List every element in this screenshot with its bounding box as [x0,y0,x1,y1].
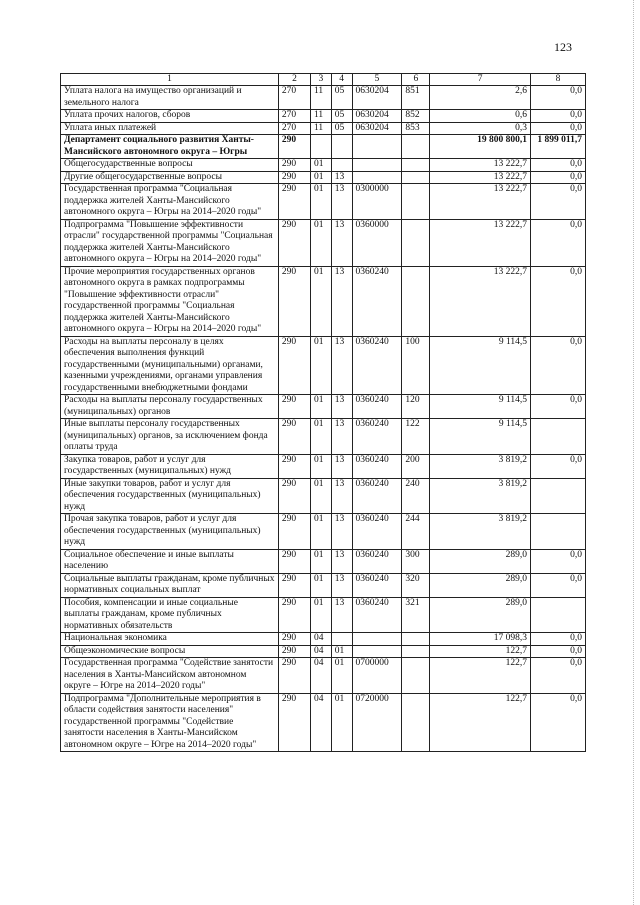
admin-code: 290 [278,658,310,694]
table-row [61,184,586,220]
table-row [61,419,586,455]
admin-code: 290 [278,693,310,752]
target-code: 0360240 [352,573,402,597]
column-number: 7 [430,74,531,86]
column-number: 6 [402,74,430,86]
target-code: 0360240 [352,549,402,573]
expense-type-code: 244 [402,514,430,550]
item-name: Иные выплаты персоналу государственных (муниципальных) органов, за исключением фонда оплаты труда [61,419,279,455]
target-code [352,159,402,172]
item-name: Прочая закупка товаров, работ и услуг для обеспечения государственных (муниципальных) нужд [61,514,279,550]
admin-code: 290 [278,171,310,184]
amount: 9 114,5 [430,395,531,419]
admin-code: 290 [278,219,310,266]
amount-secondary: 0,0 [530,633,585,646]
amount-secondary: 0,0 [530,110,585,123]
amount-secondary: 0,0 [530,171,585,184]
item-name: Расходы на выплаты персоналу государственных (муниципальных) органов [61,395,279,419]
expense-type-code: 853 [402,122,430,135]
admin-code: 290 [278,159,310,172]
section-code: 11 [311,122,332,135]
subsection-code: 13 [331,514,352,550]
section-code: 01 [311,171,332,184]
section-code: 01 [311,395,332,419]
target-code: 0360240 [352,419,402,455]
expense-type-code [402,658,430,694]
subsection-code: 05 [331,122,352,135]
section-code: 01 [311,454,332,478]
section-code: 11 [311,86,332,110]
admin-code: 290 [278,454,310,478]
admin-code: 290 [278,573,310,597]
target-code: 0360240 [352,514,402,550]
expense-type-code: 852 [402,110,430,123]
item-name: Департамент социального развития Ханты-Мансийского автономного округа – Югры [61,135,279,159]
item-name: Закупка товаров, работ и услуг для государственных (муниципальных) нужд [61,454,279,478]
subsection-code: 01 [331,645,352,658]
amount-secondary: 0,0 [530,693,585,752]
subsection-code: 01 [331,693,352,752]
amount-secondary [530,514,585,550]
item-name: Государственная программа "Социальная поддержка жителей Ханты-Мансийского автономного округа – Югры на 2014–2020 годы" [61,184,279,220]
section-code: 01 [311,514,332,550]
item-name: Социальные выплаты гражданам, кроме публичных нормативных социальных выплат [61,573,279,597]
admin-code: 290 [278,266,310,336]
amount: 0,6 [430,110,531,123]
subsection-code: 13 [331,573,352,597]
subsection-code [331,135,352,159]
amount-secondary: 1 899 011,7 [530,135,585,159]
section-code: 04 [311,658,332,694]
table-row [61,219,586,266]
expense-type-code: 300 [402,549,430,573]
expense-type-code: 200 [402,454,430,478]
amount-secondary: 0,0 [530,549,585,573]
target-code: 0720000 [352,693,402,752]
expense-type-code: 851 [402,86,430,110]
amount-secondary [530,478,585,514]
table-row [61,645,586,658]
subsection-code: 13 [331,549,352,573]
target-code: 0360240 [352,597,402,633]
expense-type-code [402,135,430,159]
amount-secondary [530,597,585,633]
admin-code: 290 [278,478,310,514]
subsection-code: 05 [331,86,352,110]
target-code: 0360240 [352,266,402,336]
table-row [61,693,586,752]
admin-code: 290 [278,514,310,550]
target-code [352,171,402,184]
subsection-code: 13 [331,419,352,455]
section-code: 01 [311,219,332,266]
amount: 17 098,3 [430,633,531,646]
admin-code: 290 [278,395,310,419]
admin-code: 290 [278,645,310,658]
target-code [352,633,402,646]
amount-secondary: 0,0 [530,266,585,336]
subsection-code [331,633,352,646]
target-code: 0360240 [352,478,402,514]
subsection-code: 01 [331,658,352,694]
expense-type-code [402,159,430,172]
amount-secondary: 0,0 [530,159,585,172]
item-name: Уплата налога на имущество организаций и земельного налога [61,86,279,110]
amount: 19 800 800,1 [430,135,531,159]
subsection-code: 13 [331,219,352,266]
section-code: 01 [311,266,332,336]
target-code: 0360240 [352,395,402,419]
amount: 3 819,2 [430,454,531,478]
item-name: Подпрограмма "Дополнительные мероприятия в области содействия занятости населения" государственной программы "Содействие занятости населения в Ханты-Мансийском автономном округе – Югре на 2014–2020 годы" [61,693,279,752]
admin-code: 290 [278,336,310,395]
target-code: 0630204 [352,122,402,135]
expense-type-code [402,266,430,336]
section-code: 01 [311,478,332,514]
amount: 122,7 [430,693,531,752]
section-code: 01 [311,336,332,395]
amount: 2,6 [430,86,531,110]
item-name: Уплата иных платежей [61,122,279,135]
section-code: 11 [311,110,332,123]
amount-secondary: 0,0 [530,645,585,658]
table-row [61,478,586,514]
subsection-code: 13 [331,454,352,478]
section-code: 04 [311,645,332,658]
expense-type-code [402,171,430,184]
expense-type-code [402,219,430,266]
table-row [61,171,586,184]
section-code: 01 [311,549,332,573]
amount: 3 819,2 [430,514,531,550]
scan-edge-mark [632,0,634,905]
amount: 3 819,2 [430,478,531,514]
amount: 13 222,7 [430,219,531,266]
admin-code: 290 [278,597,310,633]
table-row [61,549,586,573]
header-row [61,74,586,86]
subsection-code: 05 [331,110,352,123]
subsection-code: 13 [331,597,352,633]
subsection-code: 13 [331,336,352,395]
item-name: Расходы на выплаты персоналу в целях обеспечения выполнения функций государственными (муниципальными) органами, казенными учреждениями, органами управления государственными внебюджетными фондами [61,336,279,395]
table-row [61,514,586,550]
expense-type-code: 120 [402,395,430,419]
section-code: 01 [311,597,332,633]
item-name: Государственная программа "Содействие занятости населения в Ханты-Мансийском автономном округе – Югре на 2014–2020 годы" [61,658,279,694]
subsection-code: 13 [331,266,352,336]
column-number: 2 [278,74,310,86]
expense-type-code: 100 [402,336,430,395]
item-name: Пособия, компенсации и иные социальные выплаты гражданам, кроме публичных нормативных обязательств [61,597,279,633]
table-row [61,454,586,478]
admin-code: 270 [278,122,310,135]
amount: 13 222,7 [430,266,531,336]
amount: 289,0 [430,573,531,597]
expense-type-code [402,645,430,658]
amount: 9 114,5 [430,336,531,395]
amount: 13 222,7 [430,159,531,172]
target-code: 0360240 [352,454,402,478]
table-row [61,266,586,336]
item-name: Иные закупки товаров, работ и услуг для обеспечения государственных (муниципальных) нужд [61,478,279,514]
admin-code: 290 [278,549,310,573]
item-name: Другие общегосударственные вопросы [61,171,279,184]
expense-type-code: 122 [402,419,430,455]
item-name: Прочие мероприятия государственных органов автономного округа в рамках подпрограммы "Повышение эффективности отрасли" государственной программы "Социальная поддержка жителей Ханты-Мансийского автономного округа – Югры на 2014–2020 годы" [61,266,279,336]
section-code: 01 [311,159,332,172]
amount-secondary [530,419,585,455]
admin-code: 290 [278,184,310,220]
amount-secondary: 0,0 [530,573,585,597]
target-code [352,135,402,159]
admin-code: 290 [278,135,310,159]
column-number: 1 [61,74,279,86]
page-number: 123 [554,40,572,54]
item-name: Национальная экономика [61,633,279,646]
section-code [311,135,332,159]
column-number: 3 [311,74,332,86]
table-row [61,122,586,135]
amount-secondary: 0,0 [530,219,585,266]
column-number: 4 [331,74,352,86]
amount-secondary: 0,0 [530,336,585,395]
table-row [61,135,586,159]
amount: 122,7 [430,645,531,658]
expense-type-code [402,633,430,646]
target-code: 0300000 [352,184,402,220]
amount-secondary: 0,0 [530,86,585,110]
admin-code: 290 [278,419,310,455]
amount-secondary: 0,0 [530,454,585,478]
amount-secondary: 0,0 [530,395,585,419]
budget-table-body [61,74,586,752]
table-row [61,597,586,633]
subsection-code: 13 [331,171,352,184]
amount: 0,3 [430,122,531,135]
expense-type-code: 321 [402,597,430,633]
column-number: 5 [352,74,402,86]
amount-secondary: 0,0 [530,658,585,694]
section-code: 04 [311,693,332,752]
subsection-code: 13 [331,184,352,220]
admin-code: 270 [278,86,310,110]
section-code: 01 [311,573,332,597]
expense-type-code [402,693,430,752]
table-row [61,658,586,694]
item-name: Уплата прочих налогов, сборов [61,110,279,123]
expense-type-code: 320 [402,573,430,597]
subsection-code [331,159,352,172]
amount: 289,0 [430,549,531,573]
target-code: 0700000 [352,658,402,694]
admin-code: 270 [278,110,310,123]
section-code: 04 [311,633,332,646]
target-code [352,645,402,658]
target-code: 0630204 [352,110,402,123]
amount: 9 114,5 [430,419,531,455]
expense-type-code [402,184,430,220]
section-code: 01 [311,184,332,220]
amount: 13 222,7 [430,171,531,184]
amount-secondary: 0,0 [530,184,585,220]
target-code: 0630204 [352,86,402,110]
target-code: 0360240 [352,336,402,395]
amount: 13 222,7 [430,184,531,220]
amount: 122,7 [430,658,531,694]
section-code: 01 [311,419,332,455]
budget-table [60,73,586,752]
item-name: Социальное обеспечение и иные выплаты населению [61,549,279,573]
subsection-code: 13 [331,478,352,514]
table-row [61,159,586,172]
target-code: 0360000 [352,219,402,266]
column-number: 8 [530,74,585,86]
amount: 289,0 [430,597,531,633]
table-row [61,336,586,395]
table-row [61,86,586,110]
amount-secondary: 0,0 [530,122,585,135]
table-row [61,633,586,646]
subsection-code: 13 [331,395,352,419]
table-row [61,573,586,597]
table-row [61,395,586,419]
item-name: Общегосударственные вопросы [61,159,279,172]
admin-code: 290 [278,633,310,646]
item-name: Общеэкономические вопросы [61,645,279,658]
expense-type-code: 240 [402,478,430,514]
table-row [61,110,586,123]
item-name: Подпрограмма "Повышение эффективности отрасли" государственной программы "Социальная поддержка жителей Ханты-Мансийского автономного округа – Югры на 2014–2020 годы" [61,219,279,266]
